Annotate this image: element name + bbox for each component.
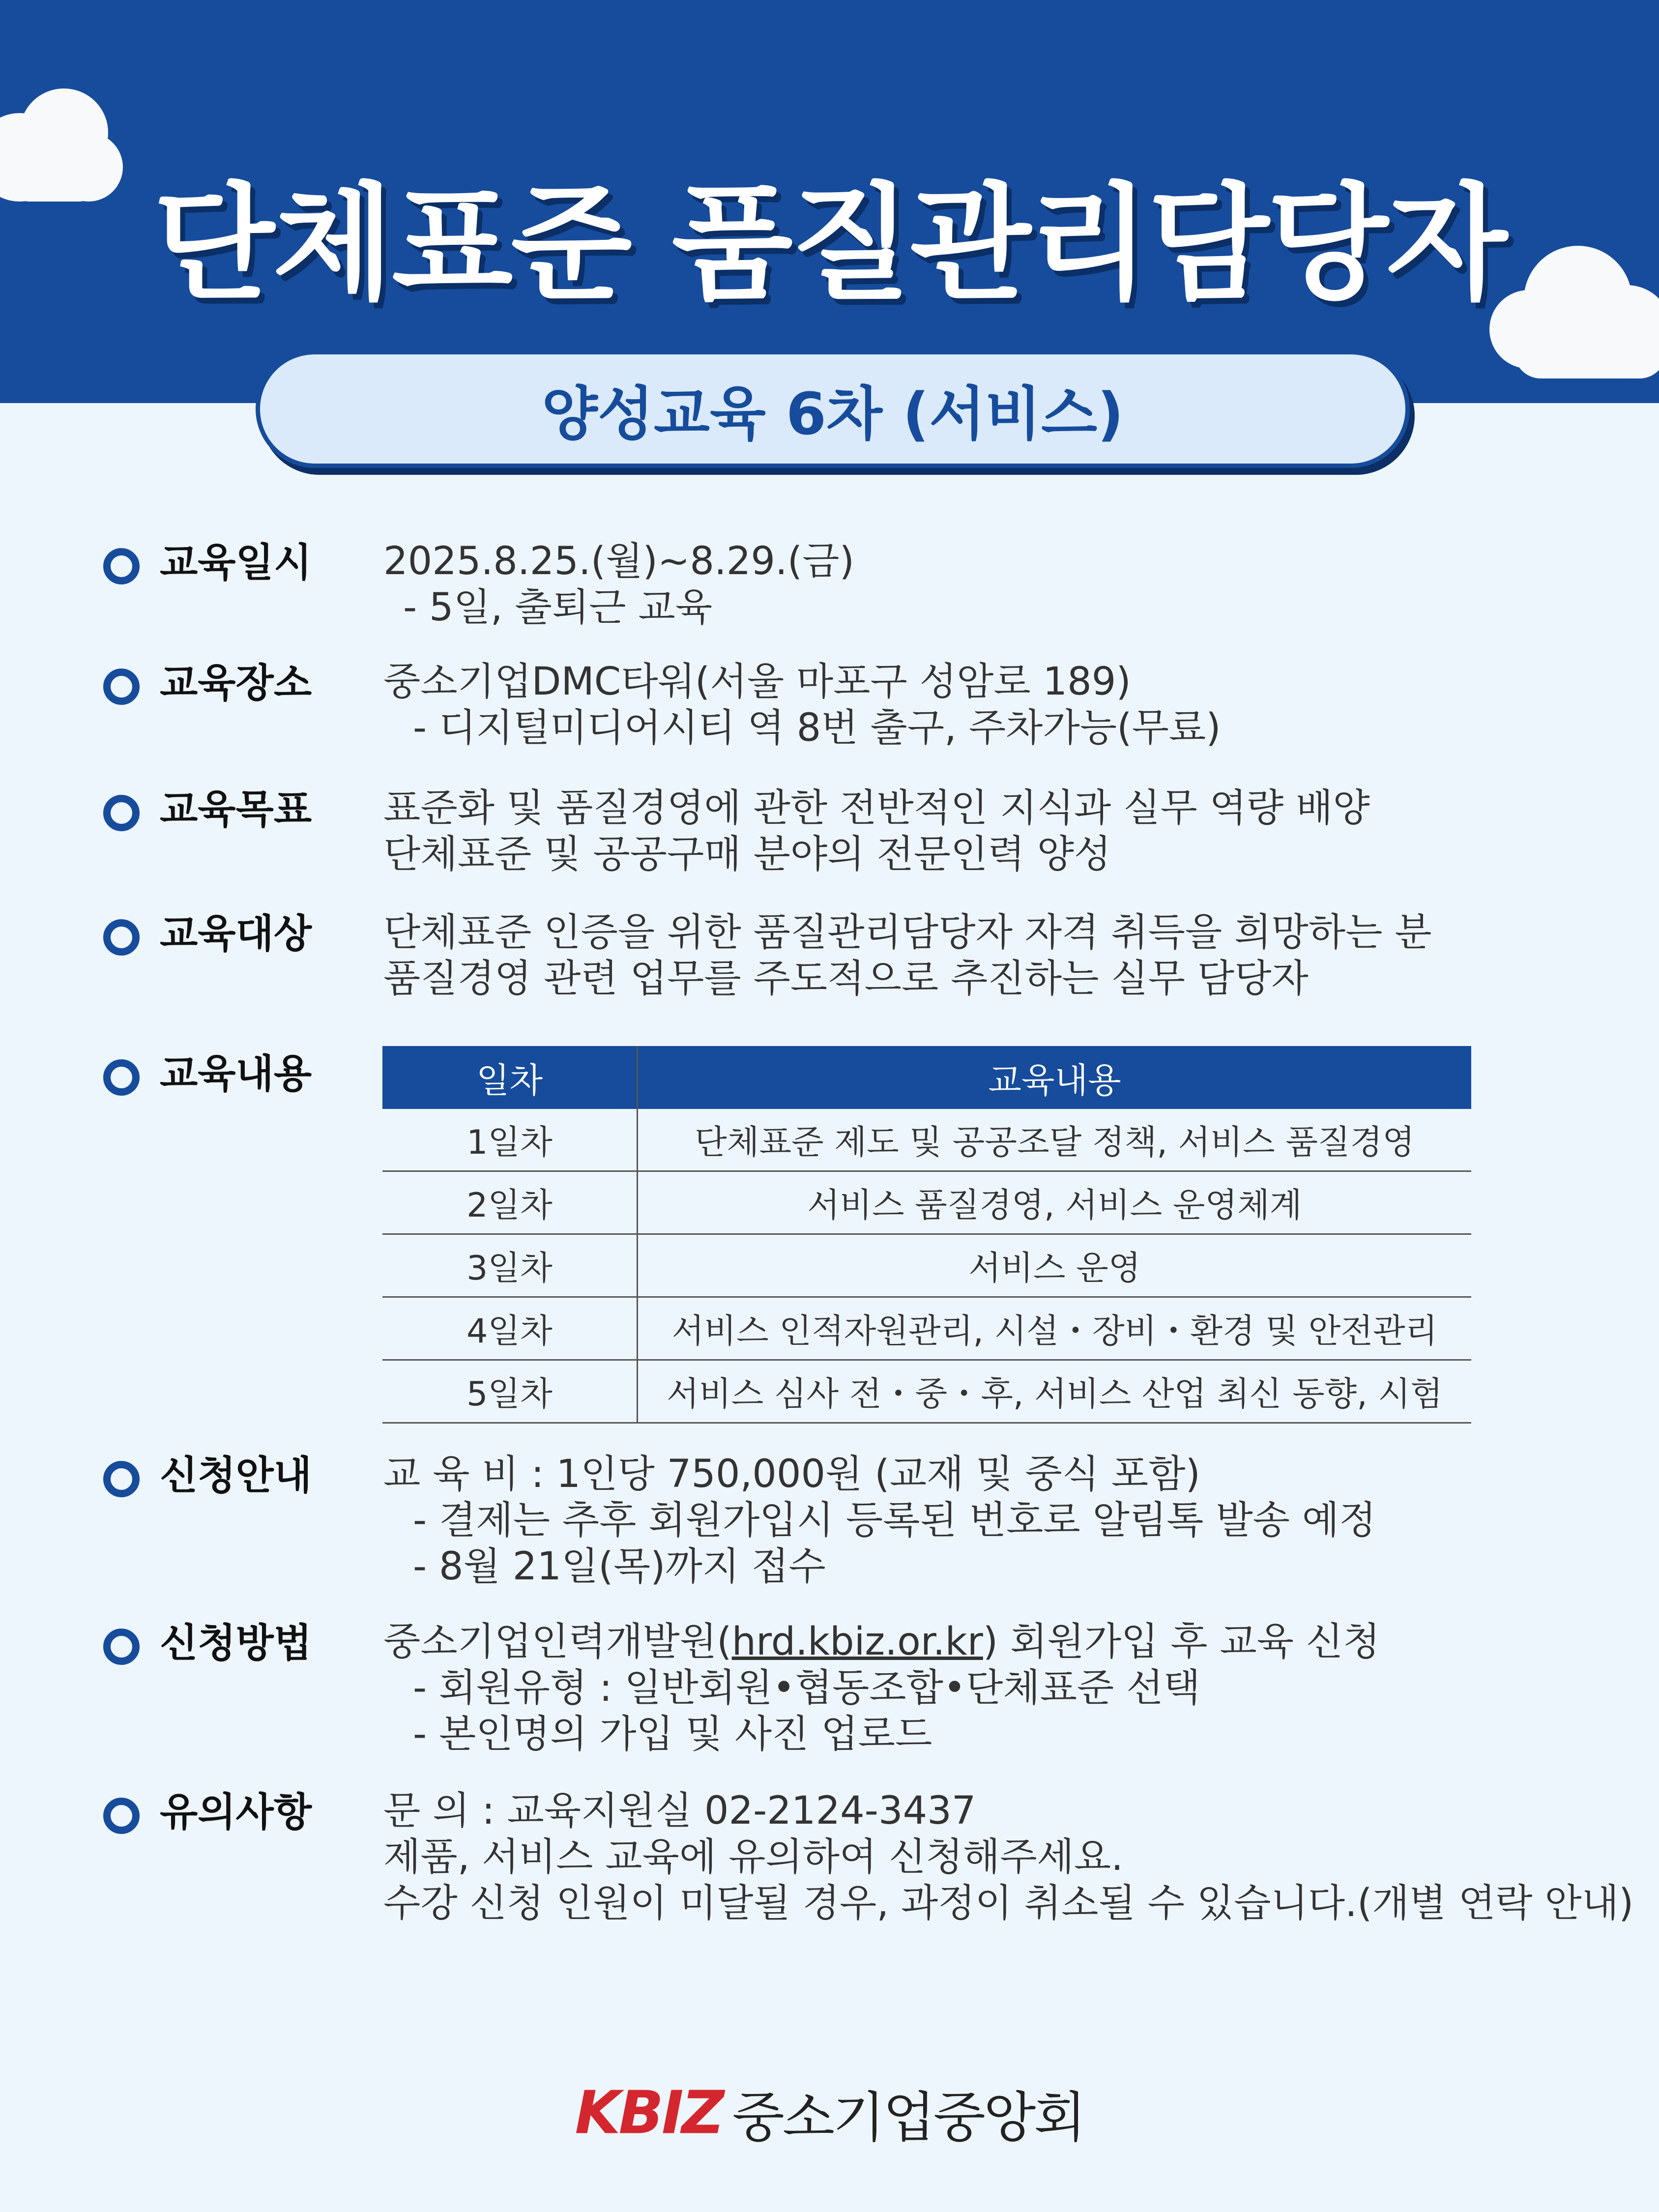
cell-content: 서비스 인적자원관리, 시설・장비・환경 및 안전관리: [638, 1297, 1472, 1360]
body-line: 수강 신청 인원이 미달될 경우, 과정이 취소될 수 있습니다.(개별 연락 안내): [383, 1881, 1634, 1925]
header-content: 교육내용: [638, 1046, 1472, 1109]
table-row: [382, 1234, 1471, 1297]
bullet-icon: [103, 1798, 140, 1834]
footer-logo: [0, 2074, 1659, 2152]
cell-content: 서비스 운영: [638, 1234, 1472, 1297]
page-title: 단체표준 품질관리담당자: [153, 171, 1506, 317]
bullet-icon: [103, 795, 140, 831]
section-label: 교육내용: [160, 1051, 312, 1097]
table-header-row: [382, 1046, 1471, 1109]
body-line: - 결제는 추후 회원가입시 등록된 번호로 알림톡 발송 예정: [413, 1498, 1376, 1543]
cell-day: 2일차: [382, 1171, 638, 1234]
body-line: - 5일, 출퇴근 교육: [403, 585, 713, 630]
kbiz-logo-mark: KBIZ: [575, 2079, 723, 2148]
body-line: 품질경영 관련 업무를 주도적으로 추진하는 실무 담당자: [383, 957, 1309, 1001]
cell-day: 4일차: [382, 1297, 638, 1360]
bullet-icon: [103, 1059, 140, 1096]
table: [382, 1046, 1471, 1424]
section-label: 교육대상: [160, 911, 312, 957]
section-body: [383, 785, 1370, 877]
table-row: [382, 1360, 1471, 1423]
cell-content: 서비스 심사 전・중・후, 서비스 산업 최신 동향, 시험: [638, 1360, 1472, 1423]
section-label: 교육일시: [160, 540, 312, 585]
cell-day: 3일차: [382, 1234, 638, 1297]
bullet-icon: [103, 548, 140, 584]
cell-day: 5일차: [382, 1360, 638, 1423]
body-line: 단체표준 및 공공구매 분야의 전문인력 양성: [383, 832, 1111, 876]
section-label: 신청안내: [160, 1453, 312, 1498]
section-body: [383, 909, 1432, 1002]
section-label: 유의사항: [160, 1789, 312, 1835]
org-name: 중소기업중앙회: [732, 2086, 1084, 2149]
header-day: 일차: [382, 1046, 638, 1109]
cell-day: 1일차: [382, 1109, 638, 1171]
cell-content: 서비스 품질경영, 서비스 운영체계: [638, 1171, 1472, 1234]
section-body: [383, 538, 854, 631]
table-row: [382, 1297, 1471, 1360]
table-row: [382, 1109, 1471, 1171]
body-line: 중소기업DMC타워(서울 마포구 성암로 189): [383, 660, 1131, 704]
section-label: 신청방법: [160, 1620, 312, 1666]
body-line: 2025.8.25.(월)~8.29.(금): [383, 539, 855, 583]
section-body: [383, 659, 1221, 751]
body-line: 표준화 및 품질경영에 관한 전반적인 지식과 실무 역량 배양: [383, 786, 1370, 830]
line-suffix: ) 회원가입 후 교육 신청: [983, 1620, 1380, 1664]
body-line: 문 의 : 교육지원실 02-2124-3437: [383, 1789, 976, 1833]
body-line: - 본인명의 가입 및 사진 업로드: [413, 1712, 932, 1756]
section-body: [383, 1451, 1376, 1590]
section-body: [383, 1788, 1633, 1926]
bullet-icon: [103, 1629, 140, 1665]
section-label: 교육장소: [160, 660, 312, 706]
body-line: [383, 1619, 1380, 1665]
hrd-website-link[interactable]: hrd.kbiz.or.kr: [731, 1620, 983, 1664]
table-row: [382, 1171, 1471, 1234]
bullet-icon: [103, 919, 140, 956]
line-prefix: 중소기업인력개발원(: [383, 1620, 732, 1664]
bullet-icon: [103, 1461, 140, 1497]
body-line: - 디지털미디어시티 역 8번 출구, 주차가능(무료): [413, 706, 1221, 750]
section-body: [383, 1619, 1380, 1757]
curriculum-table: [382, 1046, 1471, 1424]
body-line: 교 육 비 : 1인당 750,000원 (교재 및 중식 포함): [383, 1452, 1200, 1496]
section-label: 교육목표: [160, 786, 312, 832]
body-line: 단체표준 인증을 위한 품질관리담당자 자격 취득을 희망하는 분: [383, 910, 1432, 955]
cell-content: 단체표준 제도 및 공공조달 정책, 서비스 품질경영: [638, 1109, 1472, 1171]
body-line: 제품, 서비스 교육에 유의하여 신청해주세요.: [383, 1835, 1124, 1879]
bullet-icon: [103, 669, 140, 705]
body-line: - 회원유형 : 일반회원•협동조합•단체표준 선택: [413, 1666, 1200, 1710]
body-line: - 8월 21일(목)까지 접수: [413, 1544, 826, 1589]
subtitle-badge: 양성교육 6차 (서비스): [256, 350, 1410, 468]
